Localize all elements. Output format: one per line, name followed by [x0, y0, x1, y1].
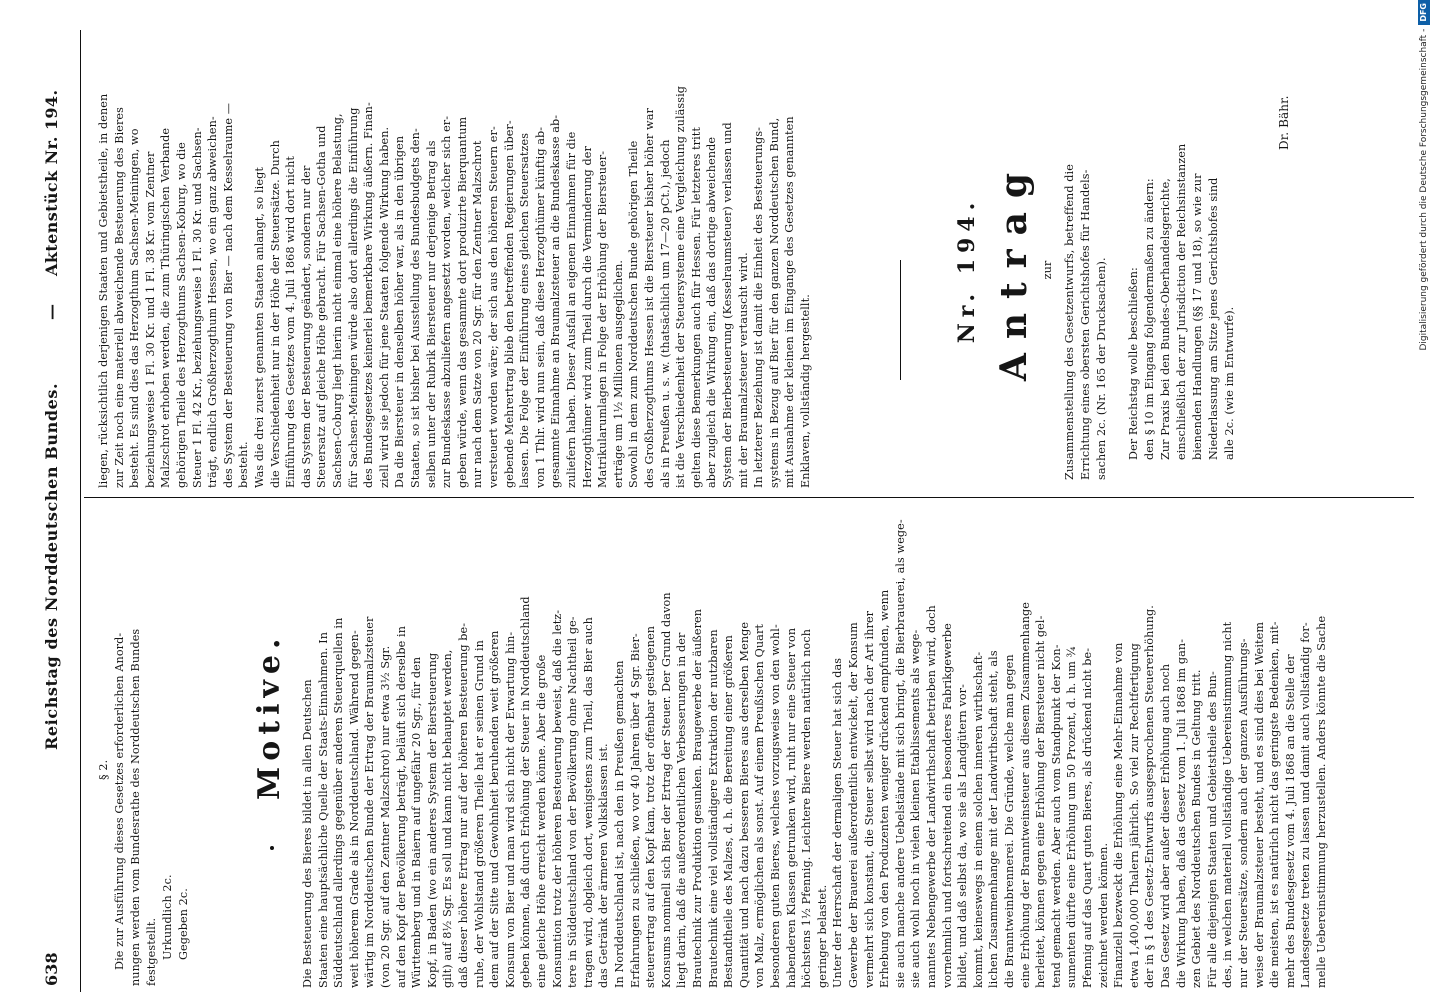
text-line: von Malz, ermöglichen als sonst. Auf einem Preußischen Quart	[753, 624, 767, 988]
text-line: trägt, endlich Großherzogthum Hessen, wo ein ganz abweichen-	[206, 116, 220, 488]
text-line: Niederlassung am Sitze jenes Gerichtshofes sind	[1207, 177, 1220, 460]
text-line: Malzschrot erhoben werden, die zum Thüringischen Verbande	[159, 127, 173, 488]
text-line: etwa 1,400,000 Thalern jährlich. So viel zur Rechtfertigung	[1127, 643, 1141, 988]
text-line: liegt darin, daß die außerordentlichen Verbesserungen in der	[675, 632, 689, 988]
text-line: Gewerbe der Brauerei außerordentlich entwickelt, der Konsum	[847, 622, 860, 988]
text-line: Quantität und nach dazu besseren Bieres aus derselben Menge	[737, 621, 751, 988]
text-line: Für alle diejenigen Staaten und Gebietstheile des Bun-	[1205, 671, 1219, 988]
text-line: tend gemacht werden. Aber auch vom Standpunkt der Kon-	[1049, 644, 1063, 988]
dfg-logo: DFG	[1418, 0, 1430, 25]
text-line: gilt) auf 8½ Sgr. Es soll und kann nicht behauptet werden,	[441, 649, 455, 988]
text-line: geben können, daß durch Erhöhung der Steuer in Norddeutschland	[519, 596, 533, 988]
antrag-signature: Dr. Bähr.	[1277, 95, 1291, 150]
text-line: lassen. Die Folge der Einführung eines gleichen Steuersatzes	[518, 132, 532, 488]
header-doc-ref: Aktenstück Nr. 194.	[42, 89, 61, 276]
text-line: eine Erhöhung der Branntweinsteuer aus diesem Zusammenhange	[1018, 601, 1032, 988]
text-line: habenderen Klassen getrunken wird, ruht nur eine Steuer von	[784, 627, 798, 988]
text-line: die Branntweinbrennerei. Die Gründe, welche man gegen	[1003, 654, 1016, 988]
text-line: die Wirkung haben, daß das Gesetz vom 1. Juli 1868 im gan-	[1174, 638, 1188, 988]
text-line: Steuer 1 Fl. 42 Kr., beziehungsweise 1 Fl. 30 Kr. und Sachsen-	[190, 127, 204, 488]
text-line: eine gleiche Höhe erreicht werden könne. Aber die große	[535, 654, 548, 988]
text-line: Kopf, in Baden (wo ein anderes System der Biersteuerung	[425, 652, 439, 988]
text-line: Da die Biersteuer in denselben höher war, als in den übrigen	[393, 135, 407, 488]
text-line: Brautechnik zur Produktion gesunken. Braugewerbe der äußeren	[691, 608, 704, 988]
header-title: Reichstag des Norddeutschen Bundes.	[42, 382, 61, 750]
text-line: In Norddeutschland ist, nach den in Preußen gemachten	[613, 660, 626, 988]
text-line: festgestellt.	[145, 917, 158, 986]
text-line: bildet, und daß selbst da, wo sie als Landgütern vor-	[956, 684, 970, 988]
text-line: die meisten, ist es natürlich nicht das geringste Bedenken, mit-	[1268, 621, 1282, 988]
text-line: versteuert worden wäre; der sich aus den höheren Steuern er-	[487, 126, 500, 488]
text-line: sachen 2c. (Nr. 165 der Drucksachen).	[1095, 257, 1108, 480]
text-line: alle 2c. (wie im Entwurfe).	[1223, 306, 1236, 460]
text-line: Brautechnik eine viel vollständigere Extraktion der nutzbaren	[706, 629, 720, 988]
text-line: Erhebung von den Produzenten weniger drückend empfunden, wenn	[878, 589, 892, 988]
text-line: Württemberg und in Baiern auf ungefähr 20 Sgr., für den	[410, 656, 424, 988]
text-line: nur nach dem Satze von 20 Sgr. für den Zentner Malzschrot	[471, 140, 485, 488]
text-line: Bestandtheile des Malzes, d. h. die Bereitung einer größeren	[722, 635, 736, 988]
text-line: Das Gesetz wird aber außer dieser Erhöhung auch noch	[1159, 663, 1172, 988]
text-line: des System der Besteuerung von Bier — nach dem Kesselraume —	[221, 102, 235, 488]
text-line: Errichtung eines obersten Gerichtshofes für Handels-	[1079, 169, 1092, 480]
text-line: Gegeben 2c.	[177, 888, 190, 960]
text-line: gebende Mehrertrag blieb den betreffenden Regierungen über-	[502, 120, 516, 488]
text-line: steuerertrag auf den Kopf kam, trotz der offenbar gestiegenen	[644, 625, 658, 988]
text-line: besonderen guten Bieres, welches vorzugsweise von den wohl-	[769, 624, 782, 988]
text-line: Staaten eine hauptsächliche Quelle der Staats-Einnahmen. In	[316, 631, 330, 988]
header-dash: —	[42, 303, 61, 320]
text-line: Finanziell bezweckt die Erhöhung eine Mehr-Einnahme von	[1112, 642, 1126, 988]
text-line: Süddeutschland allerdings gegenüber anderen Steuerquellen in	[332, 617, 346, 988]
text-line: Konsum von Bier und man wird sich nicht der Erwartung hin-	[503, 631, 517, 988]
text-line: für Sachsen-Meiningen würde also dort allerdings die Einführung	[346, 107, 360, 488]
text-line: zen Gebiet des Norddeutschen Bundes in Geltung tritt.	[1190, 669, 1204, 988]
page-number: 638	[42, 952, 61, 986]
text-line: Konsums nominell sich Bier der Ertrag der Steuer. Der Grund davon	[659, 592, 673, 988]
text-line: ziell wird sie jedoch für jene Staaten folgende Wirkung haben.	[377, 126, 391, 488]
text-line: den § 10 im Eingang folgendermaßen zu ändern:	[1143, 178, 1156, 460]
text-line: (von 20 Sgr. auf den Zentner Malzschrot) nur etwa 3½ Sgr.	[379, 645, 392, 988]
text-line: Unter der Herrschaft der dermaligen Steuer hat sich das	[831, 657, 845, 988]
text-line: Staaten, so ist bisher bei Ausstellung des Bundesbudgets den-	[409, 128, 422, 488]
text-line: der in § 1 des Gesetz-Entwurfs ausgesprochenen Steuererhöhung.	[1143, 605, 1157, 988]
text-line: geringer belastet.	[815, 884, 829, 988]
digitization-note-text: Digitalisierung gefördert durch die Deutsche Forschungsgemeinschaft -DFG	[1416, 0, 1432, 1000]
text-line: zur Zeit noch eine materiell abweichende Besteuerung des Bieres	[112, 107, 126, 488]
text-line: des Großherzogthums Hessen ist die Biersteuer bisher höher war	[643, 108, 656, 488]
text-line: Was die drei zuerst genannten Staaten anlangt, so liegt	[253, 167, 266, 488]
text-line: zur Bundeskasse abzuliefern angesetzt worden, welcher sich er-	[440, 115, 454, 488]
section-number: § 2.	[97, 759, 110, 780]
text-line: das System der Besteuerung geändert, sondern nur der	[299, 165, 313, 488]
text-line: besteht.	[237, 441, 251, 488]
text-line: die Verschiedenheit nur in der Höhe der Steuersätze. Durch	[268, 140, 282, 488]
text-line: einschließlich der zur Jurisdiction der Reichsinstanzen	[1175, 143, 1188, 460]
text-line: zeichnet werden können.	[1096, 842, 1110, 988]
text-line: auf den Kopf der Bevölkerung beträgt, beläuft sich derselbe in	[394, 625, 408, 988]
text-line: lichen Zusammenhange mit der Landwirthschaft steht, als	[987, 650, 1001, 988]
text-line: In letzterer Beziehung ist damit die Einheit des Besteuerungs-	[752, 126, 766, 488]
text-line: des, in welchen materiell vollständige Uebereinstimmung nicht	[1221, 621, 1235, 988]
text-line: nur der Steuersätze, sondern auch der ganzen Ausführungs-	[1237, 638, 1250, 988]
text-line: Enklaven, vollständig hergestellt.	[799, 294, 812, 488]
text-line: höchstens 1½ Pfennig. Leichtere Biere werden natürlich noch	[800, 628, 814, 988]
text-line: beziehungsweise 1 Fl. 30 Kr. und 1 Fl. 38 Kr. vom Zentner	[143, 151, 157, 488]
text-line: tere in Süddeutschland von der Bevölkerung ohne Nachtheil ge-	[566, 616, 580, 988]
text-line: ruhe, der Wohlstand größeren Theile hat er seinen Grund in	[472, 640, 486, 988]
text-line: vermehrt sich konstant, die Steuer selbst wird nach der Art ihrer	[862, 610, 876, 988]
text-line: weit höherem Grade als in Norddeutschland. Während gegen-	[347, 630, 361, 988]
text-line: daß dieser höhere Ertrag nur auf der höheren Besteuerung be-	[457, 622, 470, 988]
antrag-number: Nr. 194.	[954, 196, 980, 344]
page-mark	[270, 846, 274, 850]
text-line: melle Uebereinstimmung herzustellen. Anders könnte die Sache	[1315, 615, 1328, 988]
text-line: des Bundesgesetzes keinerlei bemerkbare Wirkung äußern. Finan-	[362, 102, 376, 488]
text-line: als in Preußen u. s. w. (thatsächlich um 17—20 pCt.), jedoch	[658, 139, 672, 488]
text-line: Sachsen-Coburg liegt hierin nicht einmal eine höhere Belastung,	[331, 113, 344, 488]
text-line: sie auch wohl noch in vielen kleinen Etablissements als wege-	[909, 629, 923, 988]
text-line: tragen wird, obgleich dort, wenigstens zum Theil, das Bier auch	[581, 617, 595, 988]
text-line: gelten diese Bemerkungen auch für Hessen. Für letzteres tritt	[689, 127, 703, 488]
section-rule	[900, 260, 901, 380]
text-line: Sowohl in dem zum Norddeutschen Bunde gehörigen Theile	[627, 140, 641, 488]
text-line: mit der Braumalzsteuer vertauscht wird.	[736, 252, 750, 488]
text-line: Der Reichstag wolle beschließen:	[1127, 267, 1140, 460]
text-line: Matrikularumlagen in Folge der Erhöhung der Biersteuer-	[596, 150, 610, 488]
text-line: das Getränk der ärmeren Volksklassen ist.	[597, 743, 611, 988]
text-line: nungen werden vom Bundesrathe des Norddeutschen Bundes	[129, 628, 142, 986]
motive-heading: Motive.	[252, 632, 287, 800]
antrag-zur: zur	[1041, 260, 1054, 280]
text-line: zuliefern haben. Dieser Ausfall an eigenen Einnahmen für die	[565, 131, 578, 488]
text-line: gehörigen Theile des Herzogthums Sachsen-Koburg, wo die	[175, 142, 188, 488]
text-line: sumenten dürfte eine Erhöhung um 50 Prozent, d. h. um ¾	[1065, 646, 1079, 988]
digitization-note	[1416, 0, 1432, 1000]
text-line: besteht. Es sind dies das Herzogthum Sachsen-Meiningen, wo	[128, 128, 142, 488]
text-line: Zusammenstellung des Gesetzentwurfs, betreffend die	[1063, 164, 1076, 480]
header-rule	[80, 30, 81, 992]
text-line: Die Besteuerung des Bieres bildet in allen Deutschen	[301, 679, 314, 988]
text-line: Einführung des Gesetzes vom 4. Juli 1868 wird dort nicht	[284, 155, 298, 488]
text-line: sie auch manche andere Uebelstände mit sich bringt, die Bierbrauerei, als wege-	[893, 519, 907, 988]
text-line: Urkundlich 2c.	[161, 874, 174, 960]
text-line: Die zur Ausführung dieses Gesetzes erforderlichen Anord-	[113, 632, 126, 970]
text-line: Konsumtion trotz der höheren Besteuerung beweist, daß die letz-	[550, 609, 564, 988]
text-line: aber zugleich die Wirkung ein, daß das dortige abweichende	[705, 136, 719, 488]
text-line: ist die Verschiedenheit der Steuersysteme eine Vergleichung zulässig	[674, 85, 688, 488]
text-line: mit Ausnahme der kleinen im Eingange des Gesetzes genannten	[783, 116, 797, 488]
text-line: bienenden Handlungen (§§ 17 und 18), so wie zur	[1191, 173, 1204, 460]
text-line: vornehmlich und fortschreitend ein besonderes Fabrikgewerbe	[940, 623, 954, 988]
text-line: Pfennig auf das Quart guten Bieres, als drückend nicht be-	[1081, 647, 1094, 988]
text-line: erträge um 1½ Millionen ausgeglichen.	[611, 259, 625, 488]
column-divider	[84, 497, 1414, 498]
text-line: System der Bierbesteuerung (Kesselraumsteuer) verlassen und	[721, 122, 734, 488]
text-line: systems in Bezug auf Bier für den ganzen Norddeutschen Bund,	[767, 117, 781, 488]
text-line: weise der Braumalzsteuer besteht, und es sind dies bei Weitem	[1252, 621, 1266, 988]
text-line: mehr des Bundesgesetz vom 4. Juli 1868 an die Stelle der	[1283, 654, 1297, 988]
text-line: selben unter der Rubrik Biersteuer nur derjenige Betrag als	[424, 140, 438, 488]
text-line: Zur Praxis bei den Bundes-Oberhandelsgerichte,	[1159, 178, 1172, 460]
antrag-title: Antrag	[993, 158, 1035, 382]
text-line: wärtig im Norddeutschen Bunde der Ertrag der Braumalzsteuer	[363, 616, 377, 988]
text-line: gesammte Einnahme an Braumalzsteuer an die Bundeskasse ab-	[549, 114, 563, 488]
text-line: liegen, rücksichtlich derjenigen Staaten und Gebietstheile, in denen	[97, 93, 110, 488]
text-line: von 1 Thlr. wird nun sein, daß diese Herzogthümer künftig ab-	[533, 126, 547, 488]
text-line: Steuersatz auf gleiche Höhe gebracht. Für Sachsen-Gotha und	[315, 125, 329, 488]
text-line: nanntes Nebengewerbe der Landwirthschaft betrieben wird, doch	[925, 605, 938, 988]
text-line: Landesgesetze treten zu lassen und damit auch vollständig for-	[1299, 622, 1313, 988]
text-line: kommt, keineswegs in einem solchen inneren wirthschaft-	[971, 651, 985, 988]
text-line: herleitet, können gegen eine Erhöhung der Biersteuer nicht gel-	[1034, 615, 1048, 988]
text-line: Herzogthümer wird zum Theil durch die Verminderung der	[580, 146, 594, 488]
text-line: Erfahrungen zu schließen, wo vor 40 Jahren über 4 Sgr. Bier-	[628, 633, 642, 988]
text-line: dem auf der Sitte und Gewohnheit beruhenden weit größeren	[488, 630, 502, 988]
text-line: geben würde, wenn das gesammte dort produzirte Bierquantum	[455, 116, 469, 488]
